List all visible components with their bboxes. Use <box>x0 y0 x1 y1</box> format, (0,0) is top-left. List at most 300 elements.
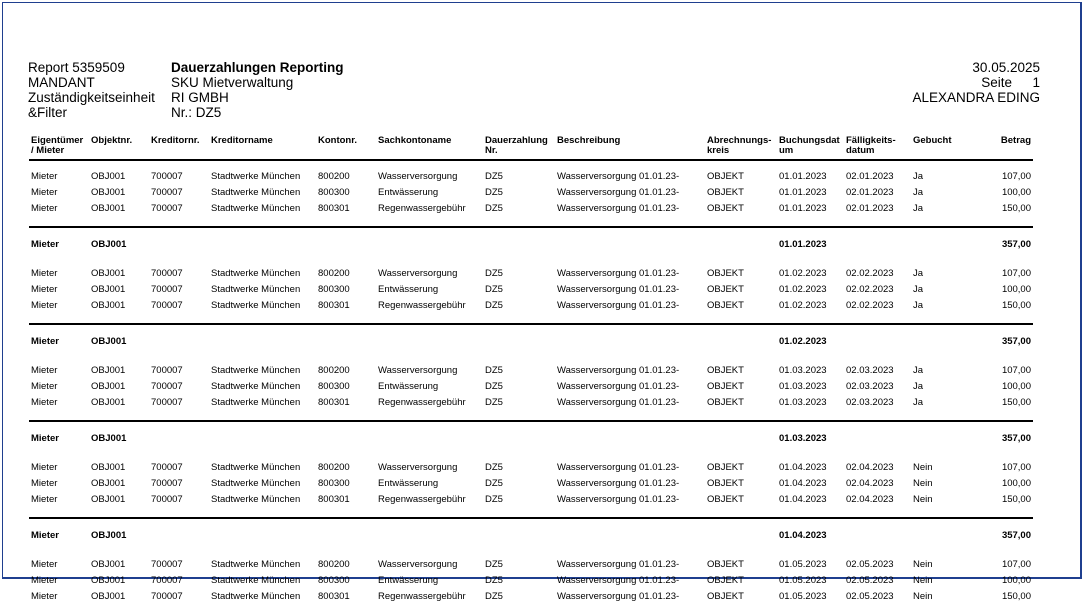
subtotal-empty <box>149 324 209 355</box>
table-cell: DZ5 <box>485 268 503 279</box>
table-cell: OBJEKT <box>707 478 744 489</box>
table-cell: Ja <box>913 284 924 295</box>
table-cell: 02.02.2023 <box>846 300 894 311</box>
table-row <box>29 476 1033 492</box>
table-cell: 107,00 <box>1001 559 1031 570</box>
table-cell: Mieter <box>31 591 58 602</box>
subtotal-empty <box>844 227 911 258</box>
column-header: Fälligkeits- datum <box>844 136 911 160</box>
table-cell: Wasserversorgung 01.01.23- <box>557 397 680 408</box>
table-cell: OBJ001 <box>91 300 126 311</box>
table-cell: DZ5 <box>485 591 503 602</box>
subtotal-empty <box>483 421 555 452</box>
report-meta-center <box>171 60 344 120</box>
table-cell: 700007 <box>151 575 183 586</box>
table-cell: 02.04.2023 <box>846 478 894 489</box>
table-cell: Entwässerung <box>378 381 439 392</box>
table-cell: Nein <box>913 559 933 570</box>
table-cell: 800301 <box>318 203 350 214</box>
table-cell: 150,00 <box>1001 591 1031 602</box>
table-row <box>29 379 1033 395</box>
table-cell: 02.01.2023 <box>846 171 894 182</box>
table-cell: Wasserversorgung 01.01.23- <box>557 462 680 473</box>
table-cell: DZ5 <box>485 575 503 586</box>
subtotal-row <box>29 227 1033 258</box>
spacer-cell <box>29 314 1033 324</box>
table-cell: 01.04.2023 <box>779 494 827 505</box>
table-cell: 150,00 <box>1001 494 1031 505</box>
table-cell: Ja <box>913 397 924 408</box>
table-cell: 800200 <box>318 171 350 182</box>
report-id: Report 5359509 <box>28 60 125 75</box>
table-cell: 02.03.2023 <box>846 397 894 408</box>
table-cell: Stadtwerke München <box>211 381 301 392</box>
table-cell: 02.03.2023 <box>846 365 894 376</box>
subtotal-empty <box>555 421 705 452</box>
table-cell: Wasserversorgung 01.01.23- <box>557 365 680 376</box>
table-cell: 700007 <box>151 284 183 295</box>
table-cell: Mieter <box>31 559 58 570</box>
table-cell: 800301 <box>318 397 350 408</box>
spacer-cell <box>29 411 1033 421</box>
table-cell: Wasserversorgung 01.01.23- <box>557 575 680 586</box>
table-cell: Stadtwerke München <box>211 365 301 376</box>
table-cell: Nein <box>913 462 933 473</box>
column-header: Sachkontoname <box>376 136 483 160</box>
table-cell: Stadtwerke München <box>211 591 301 602</box>
column-header: Kreditornr. <box>149 136 209 160</box>
subtotal-empty <box>149 421 209 452</box>
table-cell: Stadtwerke München <box>211 187 301 198</box>
table-cell: Mieter <box>31 462 58 473</box>
table-cell: OBJEKT <box>707 284 744 295</box>
table-cell: OBJ001 <box>91 591 126 602</box>
subtotal-empty <box>149 227 209 258</box>
table-cell: 800300 <box>318 381 350 392</box>
table-cell: Regenwassergebühr <box>378 203 466 214</box>
table-cell: Wasserversorgung <box>378 268 458 279</box>
table-cell: OBJ001 <box>91 284 126 295</box>
table-row <box>29 258 1033 282</box>
filter-label: &Filter <box>28 105 68 120</box>
subtotal-owner: Mieter <box>29 518 89 549</box>
subtotal-empty <box>209 421 316 452</box>
table-cell: 800300 <box>318 575 350 586</box>
table-cell: Mieter <box>31 268 58 279</box>
subtotal-empty <box>844 518 911 549</box>
table-cell: Stadtwerke München <box>211 494 301 505</box>
table-cell: Nein <box>913 591 933 602</box>
table-cell: 01.03.2023 <box>779 397 827 408</box>
subtotal-owner: Mieter <box>29 227 89 258</box>
subtotal-empty <box>376 518 483 549</box>
report-number: Nr.: DZ5 <box>171 105 222 120</box>
subtotal-empty <box>483 324 555 355</box>
subtotal-empty <box>555 227 705 258</box>
table-cell: Mieter <box>31 397 58 408</box>
table-row <box>29 492 1033 508</box>
table-cell: OBJ001 <box>91 171 126 182</box>
table-cell: OBJEKT <box>707 171 744 182</box>
subtotal-owner: Mieter <box>29 421 89 452</box>
subtotal-total: 357,00 <box>966 518 1033 549</box>
column-header: Eigentümer / Mieter <box>29 136 89 160</box>
subtotal-total: 357,00 <box>966 324 1033 355</box>
table-cell: OBJEKT <box>707 559 744 570</box>
table-cell: Stadtwerke München <box>211 559 301 570</box>
subtotal-owner: Mieter <box>29 324 89 355</box>
table-cell: 700007 <box>151 300 183 311</box>
table-row <box>29 201 1033 217</box>
table-cell: 100,00 <box>1001 284 1031 295</box>
table-cell: 01.03.2023 <box>779 365 827 376</box>
column-header: Objektnr. <box>89 136 149 160</box>
subtotal-empty <box>911 421 966 452</box>
table-cell: 800200 <box>318 268 350 279</box>
table-cell: Entwässerung <box>378 187 439 198</box>
table-cell: 107,00 <box>1001 268 1031 279</box>
table-cell: 800301 <box>318 300 350 311</box>
table-header <box>29 136 1033 160</box>
subtotal-empty <box>555 518 705 549</box>
column-header: Beschreibung <box>555 136 705 160</box>
subtotal-row <box>29 324 1033 355</box>
subtotal-empty <box>316 227 376 258</box>
subtotal-empty <box>209 324 316 355</box>
table-cell: DZ5 <box>485 171 503 182</box>
page-indicator <box>912 75 1040 90</box>
table-cell: DZ5 <box>485 478 503 489</box>
table-cell: Stadtwerke München <box>211 462 301 473</box>
table-body <box>29 160 1033 605</box>
row-spacer <box>29 217 1033 227</box>
table-cell: Ja <box>913 300 924 311</box>
table-row <box>29 589 1033 605</box>
table-cell: Wasserversorgung 01.01.23- <box>557 381 680 392</box>
column-header: Kontonr. <box>316 136 376 160</box>
table-cell: DZ5 <box>485 494 503 505</box>
subtotal-object: OBJ001 <box>89 324 149 355</box>
table-cell: 700007 <box>151 591 183 602</box>
subtotal-empty <box>376 324 483 355</box>
table-cell: OBJEKT <box>707 575 744 586</box>
table-cell: Mieter <box>31 300 58 311</box>
column-header: Kreditorname <box>209 136 316 160</box>
table-cell: 02.03.2023 <box>846 381 894 392</box>
table-cell: Wasserversorgung 01.01.23- <box>557 171 680 182</box>
table-cell: DZ5 <box>485 187 503 198</box>
table-cell: Wasserversorgung 01.01.23- <box>557 203 680 214</box>
subtotal-empty <box>705 421 777 452</box>
table-cell: 100,00 <box>1001 381 1031 392</box>
subtotal-empty <box>844 324 911 355</box>
table-cell: 01.05.2023 <box>779 575 827 586</box>
table-cell: OBJEKT <box>707 381 744 392</box>
report-meta-right <box>912 60 1040 105</box>
table-cell: OBJ001 <box>91 478 126 489</box>
table-cell: 02.04.2023 <box>846 494 894 505</box>
table-row <box>29 549 1033 573</box>
table-cell: Wasserversorgung <box>378 462 458 473</box>
spacer-cell <box>29 217 1033 227</box>
table-cell: 700007 <box>151 365 183 376</box>
table-cell: OBJ001 <box>91 187 126 198</box>
table-cell: 02.04.2023 <box>846 462 894 473</box>
table-cell: OBJEKT <box>707 365 744 376</box>
table-cell: 100,00 <box>1001 575 1031 586</box>
table-cell: Stadtwerke München <box>211 203 301 214</box>
subtotal-date: 01.03.2023 <box>777 421 844 452</box>
table-cell: DZ5 <box>485 365 503 376</box>
subtotal-empty <box>555 324 705 355</box>
table-cell: Entwässerung <box>378 575 439 586</box>
table-cell: 800200 <box>318 365 350 376</box>
subtotal-empty <box>911 227 966 258</box>
table-cell: 700007 <box>151 268 183 279</box>
table-cell: Ja <box>913 268 924 279</box>
table-cell: DZ5 <box>485 381 503 392</box>
subtotal-empty <box>705 518 777 549</box>
table-cell: 700007 <box>151 462 183 473</box>
table-row <box>29 282 1033 298</box>
table-cell: 150,00 <box>1001 203 1031 214</box>
subtotal-empty <box>844 421 911 452</box>
table-cell: OBJEKT <box>707 591 744 602</box>
subtotal-date: 01.01.2023 <box>777 227 844 258</box>
table-cell: 800301 <box>318 494 350 505</box>
table-cell: Ja <box>913 381 924 392</box>
table-cell: 107,00 <box>1001 462 1031 473</box>
table-cell: 800300 <box>318 478 350 489</box>
row-spacer <box>29 508 1033 518</box>
column-header: Buchungsdat um <box>777 136 844 160</box>
subtotal-row <box>29 421 1033 452</box>
table-cell: Entwässerung <box>378 284 439 295</box>
table-cell: 02.02.2023 <box>846 284 894 295</box>
table-row <box>29 452 1033 476</box>
table-row <box>29 160 1033 185</box>
table-cell: 02.05.2023 <box>846 591 894 602</box>
subtotal-object: OBJ001 <box>89 518 149 549</box>
subtotal-empty <box>705 227 777 258</box>
table-cell: OBJEKT <box>707 494 744 505</box>
subtotal-total: 357,00 <box>966 421 1033 452</box>
table-cell: Nein <box>913 575 933 586</box>
table-cell: Nein <box>913 494 933 505</box>
column-header: Gebucht <box>911 136 966 160</box>
table-cell: OBJEKT <box>707 203 744 214</box>
table-row <box>29 395 1033 411</box>
subtotal-empty <box>376 227 483 258</box>
table-cell: 01.04.2023 <box>779 478 827 489</box>
report-meta-left <box>28 60 155 120</box>
table-cell: OBJEKT <box>707 268 744 279</box>
table-cell: 800301 <box>318 591 350 602</box>
table-row <box>29 355 1033 379</box>
table-cell: 800300 <box>318 284 350 295</box>
user-name: ALEXANDRA EDING <box>912 90 1040 105</box>
page-number: 1 <box>1032 75 1040 90</box>
table-cell: 02.01.2023 <box>846 187 894 198</box>
table-cell: 150,00 <box>1001 397 1031 408</box>
subtotal-empty <box>483 227 555 258</box>
table-cell: 01.02.2023 <box>779 300 827 311</box>
table-cell: Wasserversorgung 01.01.23- <box>557 559 680 570</box>
subtotal-empty <box>149 518 209 549</box>
column-header: Abrechnungs- kreis <box>705 136 777 160</box>
table-cell: OBJ001 <box>91 575 126 586</box>
table-cell: 700007 <box>151 203 183 214</box>
table-cell: 01.01.2023 <box>779 171 827 182</box>
table-cell: 01.01.2023 <box>779 187 827 198</box>
table-cell: OBJEKT <box>707 397 744 408</box>
column-header: Dauerzahlung Nr. <box>483 136 555 160</box>
table-cell: Wasserversorgung 01.01.23- <box>557 591 680 602</box>
table-cell: Stadtwerke München <box>211 397 301 408</box>
unit-label: Zuständigkeitseinheit <box>28 90 155 105</box>
table-cell: Mieter <box>31 381 58 392</box>
table-cell: Wasserversorgung <box>378 171 458 182</box>
table-cell: Mieter <box>31 284 58 295</box>
subtotal-total: 357,00 <box>966 227 1033 258</box>
table-cell: Mieter <box>31 478 58 489</box>
table-cell: Wasserversorgung <box>378 559 458 570</box>
table-row <box>29 573 1033 589</box>
table-cell: Regenwassergebühr <box>378 494 466 505</box>
table-cell: Ja <box>913 203 924 214</box>
table-cell: 01.02.2023 <box>779 268 827 279</box>
table-cell: Nein <box>913 478 933 489</box>
table-row <box>29 185 1033 201</box>
table-cell: Stadtwerke München <box>211 284 301 295</box>
table-cell: 700007 <box>151 171 183 182</box>
table-cell: 107,00 <box>1001 171 1031 182</box>
table-cell: OBJ001 <box>91 494 126 505</box>
table-cell: OBJEKT <box>707 300 744 311</box>
subtotal-empty <box>376 421 483 452</box>
table-cell: 150,00 <box>1001 300 1031 311</box>
column-header: Betrag <box>966 136 1033 160</box>
table-cell: Wasserversorgung 01.01.23- <box>557 494 680 505</box>
table-cell: OBJ001 <box>91 462 126 473</box>
table-cell: DZ5 <box>485 559 503 570</box>
subtotal-empty <box>209 518 316 549</box>
table-cell: Stadtwerke München <box>211 575 301 586</box>
table-cell: Wasserversorgung <box>378 365 458 376</box>
subtotal-date: 01.02.2023 <box>777 324 844 355</box>
table-cell: 01.03.2023 <box>779 381 827 392</box>
table-cell: 01.01.2023 <box>779 203 827 214</box>
table-cell: Wasserversorgung 01.01.23- <box>557 284 680 295</box>
table-cell: OBJEKT <box>707 187 744 198</box>
subtotal-object: OBJ001 <box>89 421 149 452</box>
table-cell: 01.05.2023 <box>779 591 827 602</box>
page-label: Seite <box>981 75 1012 90</box>
row-spacer <box>29 411 1033 421</box>
table-cell: OBJ001 <box>91 203 126 214</box>
table-cell: 01.05.2023 <box>779 559 827 570</box>
subtotal-empty <box>911 518 966 549</box>
report-title: Dauerzahlungen Reporting <box>171 60 344 75</box>
table-cell: Wasserversorgung 01.01.23- <box>557 300 680 311</box>
mandant-label: MANDANT <box>28 75 95 90</box>
table-cell: OBJ001 <box>91 397 126 408</box>
table-cell: Stadtwerke München <box>211 300 301 311</box>
subtotal-date: 01.04.2023 <box>777 518 844 549</box>
table-cell: Stadtwerke München <box>211 268 301 279</box>
report-date: 30.05.2025 <box>972 60 1040 75</box>
table-cell: OBJEKT <box>707 462 744 473</box>
subtotal-empty <box>316 324 376 355</box>
table-cell: DZ5 <box>485 300 503 311</box>
table-cell: 700007 <box>151 494 183 505</box>
table-cell: Entwässerung <box>378 478 439 489</box>
report-page <box>2 2 1082 602</box>
table-cell: 700007 <box>151 559 183 570</box>
table-cell: OBJ001 <box>91 381 126 392</box>
subtotal-empty <box>483 518 555 549</box>
table-cell: Mieter <box>31 365 58 376</box>
table-cell: Mieter <box>31 575 58 586</box>
table-cell: 800300 <box>318 187 350 198</box>
table-cell: Ja <box>913 171 924 182</box>
table-cell: DZ5 <box>485 462 503 473</box>
table-cell: 700007 <box>151 187 183 198</box>
table-cell: Mieter <box>31 203 58 214</box>
table-row <box>29 298 1033 314</box>
table-cell: 01.04.2023 <box>779 462 827 473</box>
table-cell: 02.01.2023 <box>846 203 894 214</box>
table-cell: Ja <box>913 365 924 376</box>
table-cell: DZ5 <box>485 284 503 295</box>
table-cell: 700007 <box>151 381 183 392</box>
table-cell: OBJ001 <box>91 559 126 570</box>
spacer-cell <box>29 508 1033 518</box>
table-cell: Regenwassergebühr <box>378 300 466 311</box>
table-cell: 800200 <box>318 559 350 570</box>
row-spacer <box>29 314 1033 324</box>
table-cell: 107,00 <box>1001 365 1031 376</box>
table-cell: OBJ001 <box>91 365 126 376</box>
subtotal-row <box>29 518 1033 549</box>
table-cell: Ja <box>913 187 924 198</box>
table-cell: OBJ001 <box>91 268 126 279</box>
table-cell: 700007 <box>151 478 183 489</box>
table-cell: 800200 <box>318 462 350 473</box>
subtotal-empty <box>209 227 316 258</box>
table-cell: 02.05.2023 <box>846 559 894 570</box>
subtotal-empty <box>316 421 376 452</box>
table-cell: DZ5 <box>485 397 503 408</box>
subtotal-empty <box>911 324 966 355</box>
client-name: SKU Mietverwaltung <box>171 75 294 90</box>
report-table <box>29 136 1033 605</box>
table-cell: Regenwassergebühr <box>378 591 466 602</box>
table-cell: Wasserversorgung 01.01.23- <box>557 187 680 198</box>
table-cell: 700007 <box>151 397 183 408</box>
table-cell: Mieter <box>31 494 58 505</box>
table-cell: 100,00 <box>1001 478 1031 489</box>
table-cell: Mieter <box>31 171 58 182</box>
subtotal-empty <box>705 324 777 355</box>
table-cell: Wasserversorgung 01.01.23- <box>557 478 680 489</box>
table-cell: Mieter <box>31 187 58 198</box>
table-cell: 02.05.2023 <box>846 575 894 586</box>
subtotal-empty <box>316 518 376 549</box>
table-cell: Regenwassergebühr <box>378 397 466 408</box>
table-cell: Stadtwerke München <box>211 478 301 489</box>
table-cell: 02.02.2023 <box>846 268 894 279</box>
